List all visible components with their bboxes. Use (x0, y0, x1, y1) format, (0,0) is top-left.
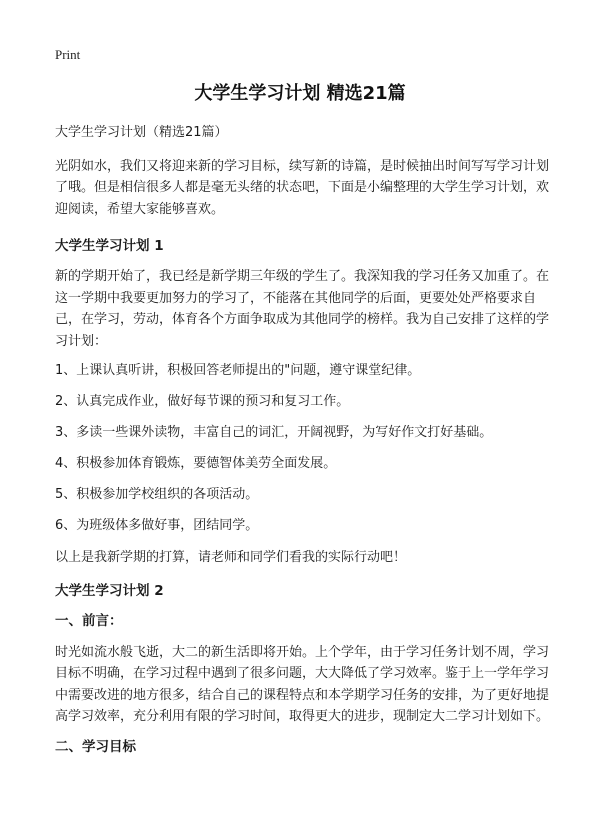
list-item: 4、积极参加体育锻炼，要德智体美劳全面发展。 (55, 456, 337, 471)
section-1-paragraph: 新的学期开始了，我已经是新学期三年级的学生了。我深知我的学习任务又加重了。在这一学期中我要更加努力的学习了，不能落在其他同学的后面，更要处处严格要求自己，在学习，劳动，体育各个方面争取成为其他同学的榜样。我为自己安排了这样的学习计划： (55, 269, 550, 349)
section-heading-1: 大学生学习计划 1 (55, 238, 164, 254)
list-item: 3、多读一些课外读物，丰富自己的词汇，开阔视野，为写好作文打好基础。 (55, 425, 493, 440)
list-item: 1、上课认真听讲，积极回答老师提出的"问题，遵守课堂纪律。 (55, 363, 421, 378)
list-item: 6、为班级体多做好事，团结同学。 (55, 518, 259, 533)
document-body (55, 122, 556, 768)
section-1-closing: 以上是我新学期的打算，请老师和同学们看我的实际行动吧！ (55, 550, 407, 565)
list-item: 5、积极参加学校组织的各项活动。 (55, 487, 259, 502)
subsection-heading-preface: 一、前言： (55, 612, 123, 629)
document-title: 大学生学习计划 精选21篇 (194, 83, 406, 104)
print-label[interactable]: Print (55, 47, 81, 62)
intro-paragraph: 光阴如水，我们又将迎来新的学习目标，续写新的诗篇，是时候抽出时间写写学习计划了哦。但是相信很多人都是毫无头绪的状态吧，下面是小编整理的大学生学习计划，欢迎阅读，希望大家能够喜欢。 (55, 158, 550, 217)
plan-list (55, 361, 556, 536)
section-heading-2: 大学生学习计划 2 (55, 582, 164, 599)
subsection-heading-goals: 二、学习目标 (55, 738, 136, 755)
list-item: 2、认真完成作业，做好每节课的预习和复习工作。 (55, 394, 350, 409)
document-subtitle: 大学生学习计划（精选21篇） (55, 125, 228, 140)
section-2-paragraph: 时光如流水般飞逝，大二的新生活即将开始。上个学年，由于学习任务计划不周，学习目标不明确，在学习过程中遇到了很多问题，大大降低了学习效率。鉴于上一学年学习中需要改进的地方很多，结合自己的课程特点和本学期学习任务的安排，为了更好地提高学习效率，充分利用有限的学习时间，取得更大的进步，现制定大二学习计划如下。 (55, 644, 550, 724)
